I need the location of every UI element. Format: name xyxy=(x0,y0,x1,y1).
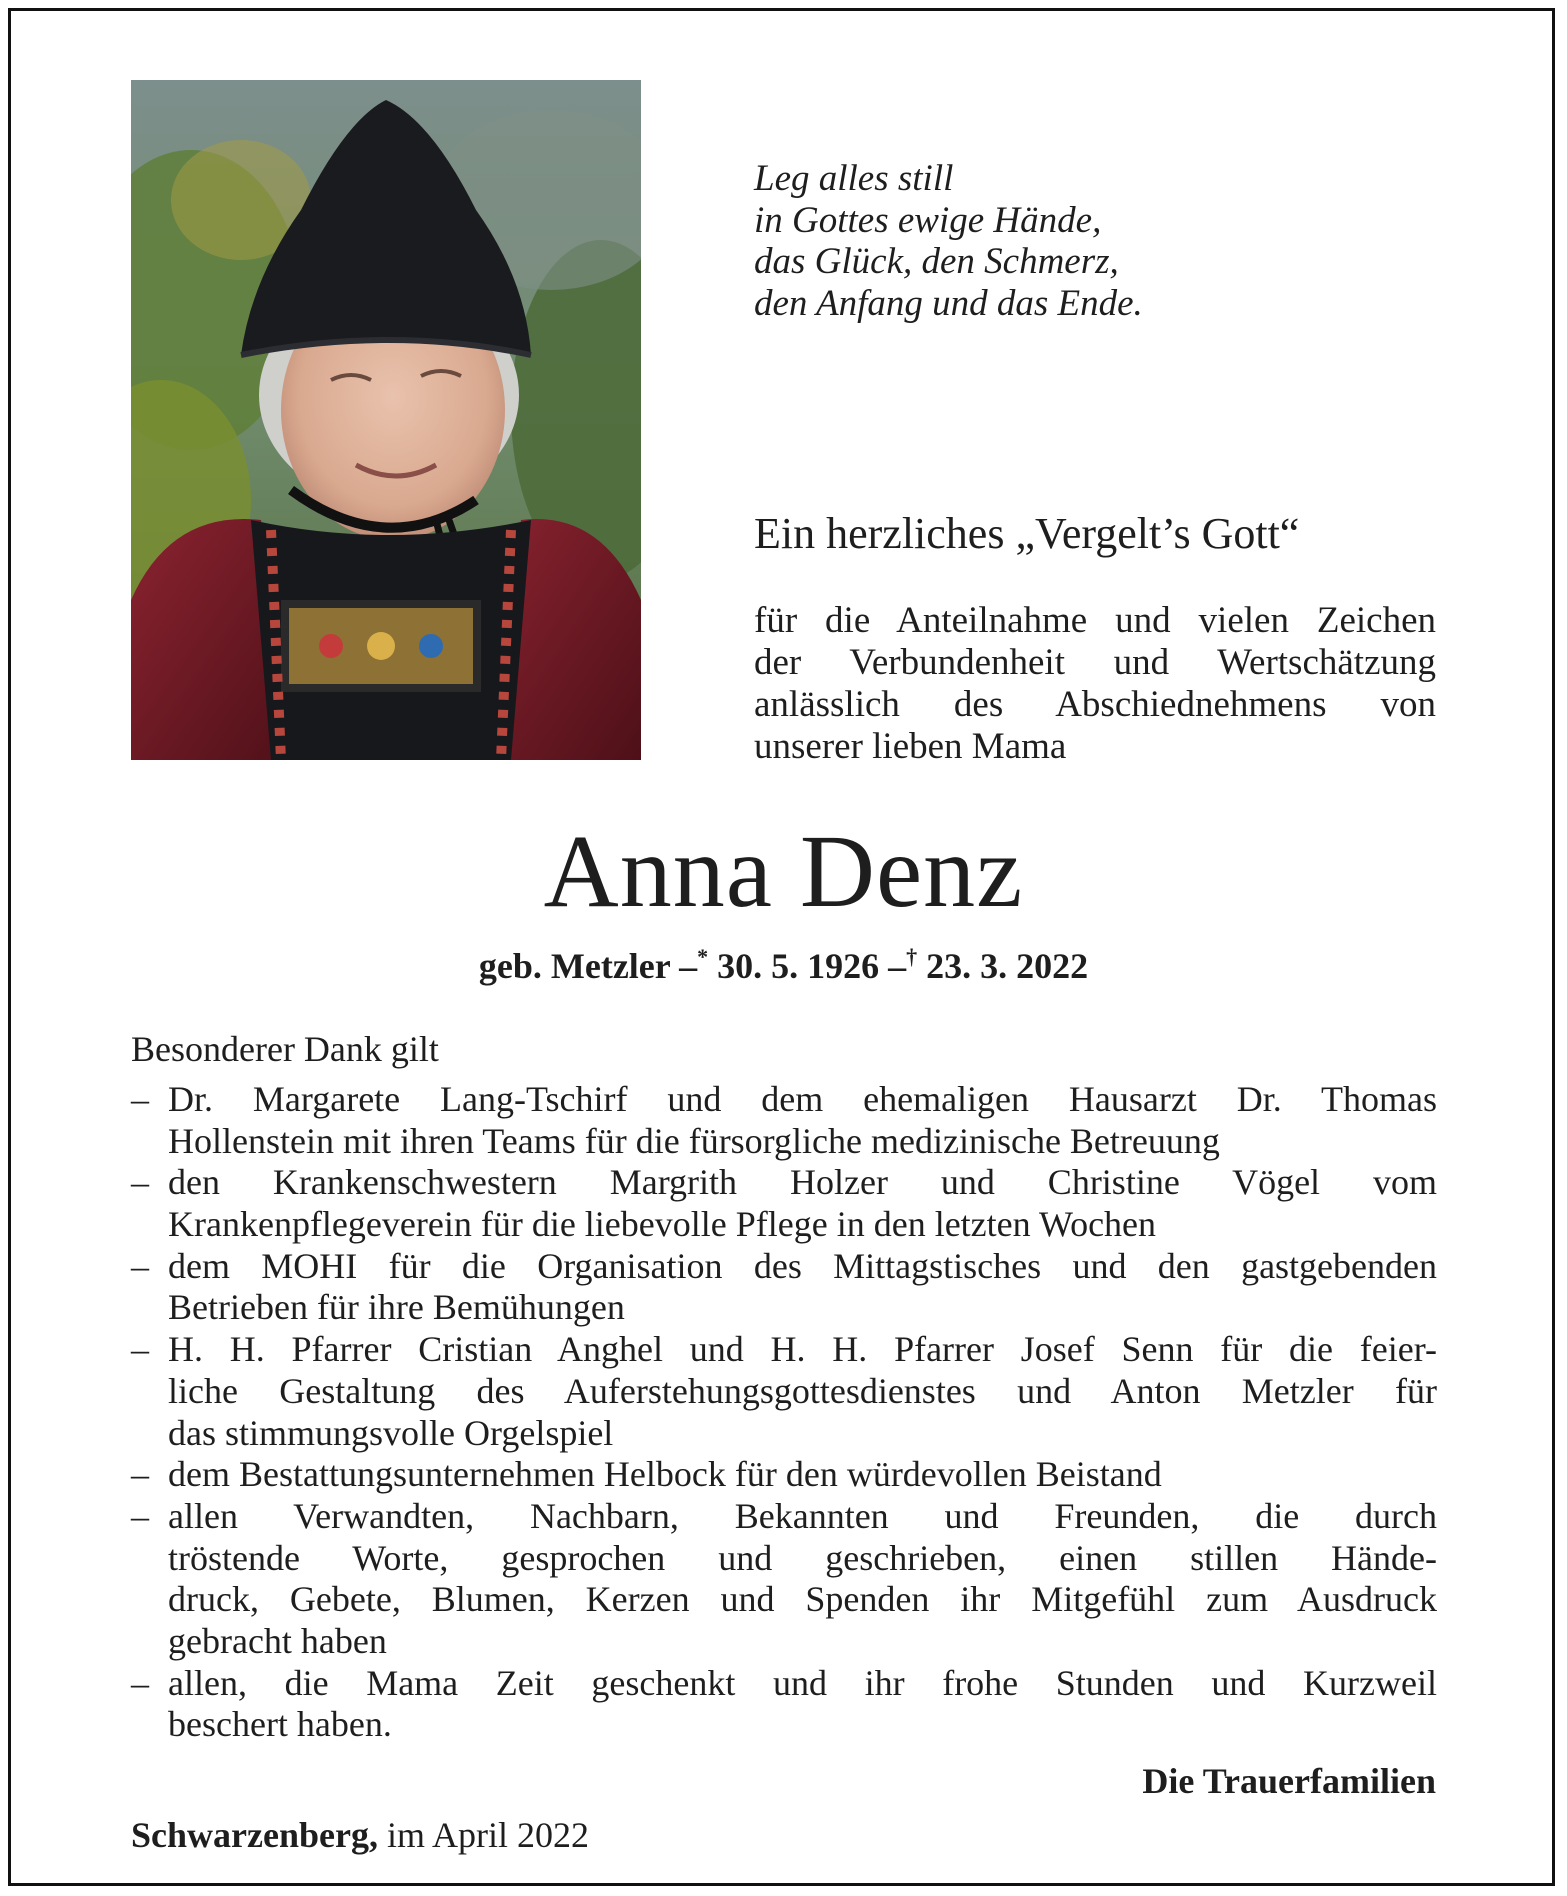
dank-item xyxy=(131,1329,1437,1454)
dank-item-line: tröstende Worte, gesprochen und geschrieben, einen stillen Hände- xyxy=(168,1537,1437,1578)
date-separator: – xyxy=(679,946,698,986)
poem xyxy=(754,158,1254,324)
dank-item xyxy=(131,1454,1437,1496)
birth-symbol: * xyxy=(697,944,709,969)
dank-item-line: allen Verwandten, Nachbarn, Bekannten und Freunden, die durch xyxy=(168,1495,1437,1536)
dank-item-line: Betrieben für ihre Bemühungen xyxy=(168,1287,625,1328)
poem-line: Leg alles still xyxy=(754,158,954,199)
dank-item-line: Krankenpflegeverein für die liebevolle Pflege in den letzten Wochen xyxy=(168,1204,1157,1245)
dank-item-line: dem MOHI für die Organisation des Mittagstisches und den gastgebenden xyxy=(168,1245,1437,1286)
dank-item-line: Hollenstein mit ihren Teams für die fürsorgliche medizinische Betreuung xyxy=(168,1120,1220,1161)
list-dash: – xyxy=(131,1495,149,1536)
list-dash: – xyxy=(131,1454,149,1495)
poem-line: das Glück, den Schmerz, xyxy=(754,241,1119,282)
thanks-intro-line: anlässlich des Abschiednehmens von xyxy=(754,684,1436,725)
death-symbol: † xyxy=(906,944,918,969)
date-text: im April 2022 xyxy=(386,1815,589,1855)
place: Schwarzenberg, xyxy=(131,1815,378,1855)
portrait-photo xyxy=(131,80,641,760)
dank-item-line: dem Bestattungsunternehmen Helbock für den würdevollen Beistand xyxy=(168,1454,1162,1495)
dank-item xyxy=(131,1246,1437,1329)
place-date xyxy=(131,1814,589,1856)
dank-item-line: H. H. Pfarrer Cristian Anghel und H. H. Pfarrer Josef Senn für die feier- xyxy=(168,1329,1437,1370)
dank-item-line: beschert haben. xyxy=(168,1704,392,1745)
dank-item-line: gebracht haben xyxy=(168,1620,387,1661)
dank-item-line: liche Gestaltung des Auferstehungsgottesdienstes und Anton Metzler für xyxy=(168,1370,1437,1411)
dank-item-line: Dr. Margarete Lang-Tschirf und dem ehemaligen Hausarzt Dr. Thomas xyxy=(168,1079,1437,1119)
dank-item-line: allen, die Mama Zeit geschenkt und ihr frohe Stunden und Kurzweil xyxy=(168,1662,1437,1703)
dank-heading: Besonderer Dank gilt xyxy=(131,1029,439,1069)
maiden-name: geb. Metzler xyxy=(478,946,671,986)
deceased-name: Anna Denz xyxy=(543,814,1024,929)
list-dash: – xyxy=(131,1662,149,1703)
thanks-intro-line: unserer lieben Mama xyxy=(754,726,1067,767)
signature: Die Trauerfamilien xyxy=(1142,1761,1436,1801)
dank-item xyxy=(131,1496,1437,1663)
poem-line: in Gottes ewige Hände, xyxy=(754,199,1102,241)
dank-item xyxy=(131,1663,1437,1746)
list-dash: – xyxy=(131,1162,149,1203)
birth-date: 30. 5. 1926 xyxy=(717,946,880,986)
thanks-heading: Ein herzliches „Vergelt’s Gott“ xyxy=(754,509,1300,558)
thanks-intro-line: für die Anteilnahme und vielen Zeichen xyxy=(754,600,1436,641)
dank-item xyxy=(131,1079,1437,1162)
list-dash: – xyxy=(131,1079,149,1119)
list-dash: – xyxy=(131,1245,149,1286)
dank-item-line: das stimmungsvolle Orgelspiel xyxy=(168,1412,614,1453)
thanks-intro xyxy=(754,600,1436,768)
poem-line: den Anfang und das Ende. xyxy=(754,282,1143,324)
list-dash: – xyxy=(131,1329,149,1370)
date-separator: – xyxy=(888,946,907,986)
death-date: 23. 3. 2022 xyxy=(926,946,1089,986)
thanks-intro-line: der Verbundenheit und Wertschätzung xyxy=(754,642,1436,683)
dank-list xyxy=(131,1079,1437,1746)
life-dates xyxy=(0,944,1567,988)
dank-item-line: den Krankenschwestern Margrith Holzer und Christine Vögel vom xyxy=(168,1162,1437,1203)
dank-item-line: druck, Gebete, Blumen, Kerzen und Spenden ihr Mitgefühl zum Ausdruck xyxy=(168,1579,1437,1620)
dank-item xyxy=(131,1162,1437,1245)
